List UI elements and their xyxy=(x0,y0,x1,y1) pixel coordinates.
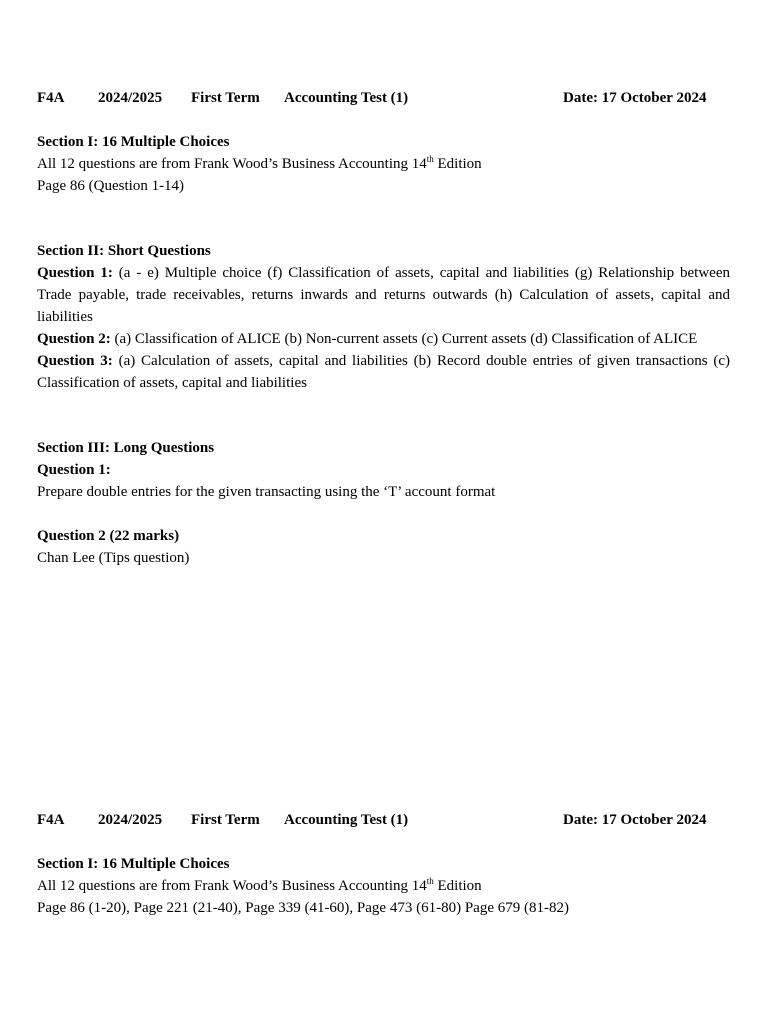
header-term: First Term xyxy=(191,90,260,106)
header-test-name: Accounting Test (1) xyxy=(284,90,409,106)
section-3-question-2-label: Question 2 (22 marks) xyxy=(37,528,180,544)
source-suffix: Edition xyxy=(433,156,482,172)
section-3-title: Section III: Long Questions xyxy=(37,440,215,456)
header-class: F4A xyxy=(37,90,65,106)
section-3 xyxy=(37,437,730,569)
section-2-question-1 xyxy=(37,262,730,328)
section-2-question-2 xyxy=(37,328,730,350)
header-class: F4A xyxy=(37,812,65,828)
test-header xyxy=(37,87,730,109)
section-1-repeat xyxy=(37,853,730,919)
ordinal-superscript: th xyxy=(426,154,434,164)
source-text: All 12 questions are from Frank Wood’s Business Accounting 14 xyxy=(37,156,427,172)
section-1-source-line xyxy=(37,875,730,897)
section-3-question-1-text: Prepare double entries for the given transacting using the ‘T’ account format xyxy=(37,484,496,500)
header-year: 2024/2025 xyxy=(98,90,163,106)
section-1-pages: Page 86 (Question 1-14) xyxy=(37,178,185,194)
source-suffix: Edition xyxy=(433,878,482,894)
section-1-source-line xyxy=(37,153,730,175)
header-test-name: Accounting Test (1) xyxy=(284,812,409,828)
question-1-label: Question 1: xyxy=(37,265,113,281)
ordinal-superscript: th xyxy=(426,876,434,886)
section-1-title: Section I: 16 Multiple Choices xyxy=(37,856,230,872)
source-text: All 12 questions are from Frank Wood’s Business Accounting 14 xyxy=(37,878,427,894)
header-term: First Term xyxy=(191,812,260,828)
question-2-text: (a) Classification of ALICE (b) Non-current assets (c) Current assets (d) Classification of ALICE xyxy=(110,331,698,347)
section-1 xyxy=(37,131,730,197)
blank-line xyxy=(37,503,730,525)
header-year: 2024/2025 xyxy=(98,812,163,828)
section-2-question-3 xyxy=(37,350,730,394)
question-2-label: Question 2: xyxy=(37,331,111,347)
section-1-title: Section I: 16 Multiple Choices xyxy=(37,134,230,150)
header-date: Date: 17 October 2024 xyxy=(563,90,707,106)
test-header-repeat xyxy=(37,809,730,831)
question-1-text: (a - e) Multiple choice (f) Classification of assets, capital and liabilities (g) Relationship between Trade payable, trade receivables, returns inwards and returns outwards (h) Calculation of assets, capital and liabilities xyxy=(37,265,730,325)
section-3-question-1-label: Question 1: xyxy=(37,462,111,478)
section-2-title: Section II: Short Questions xyxy=(37,243,211,259)
section-2 xyxy=(37,240,730,394)
header-date: Date: 17 October 2024 xyxy=(563,812,707,828)
question-3-text: (a) Calculation of assets, capital and liabilities (b) Record double entries of given transactions (c) Classification of assets, capital and liabilities xyxy=(37,353,730,391)
section-1-pages: Page 86 (1-20), Page 221 (21-40), Page 339 (41-60), Page 473 (61-80) Page 679 (81-82) xyxy=(37,900,569,916)
question-3-label: Question 3: xyxy=(37,353,113,369)
section-3-question-2-text: Chan Lee (Tips question) xyxy=(37,550,190,566)
document-page xyxy=(37,0,730,1024)
